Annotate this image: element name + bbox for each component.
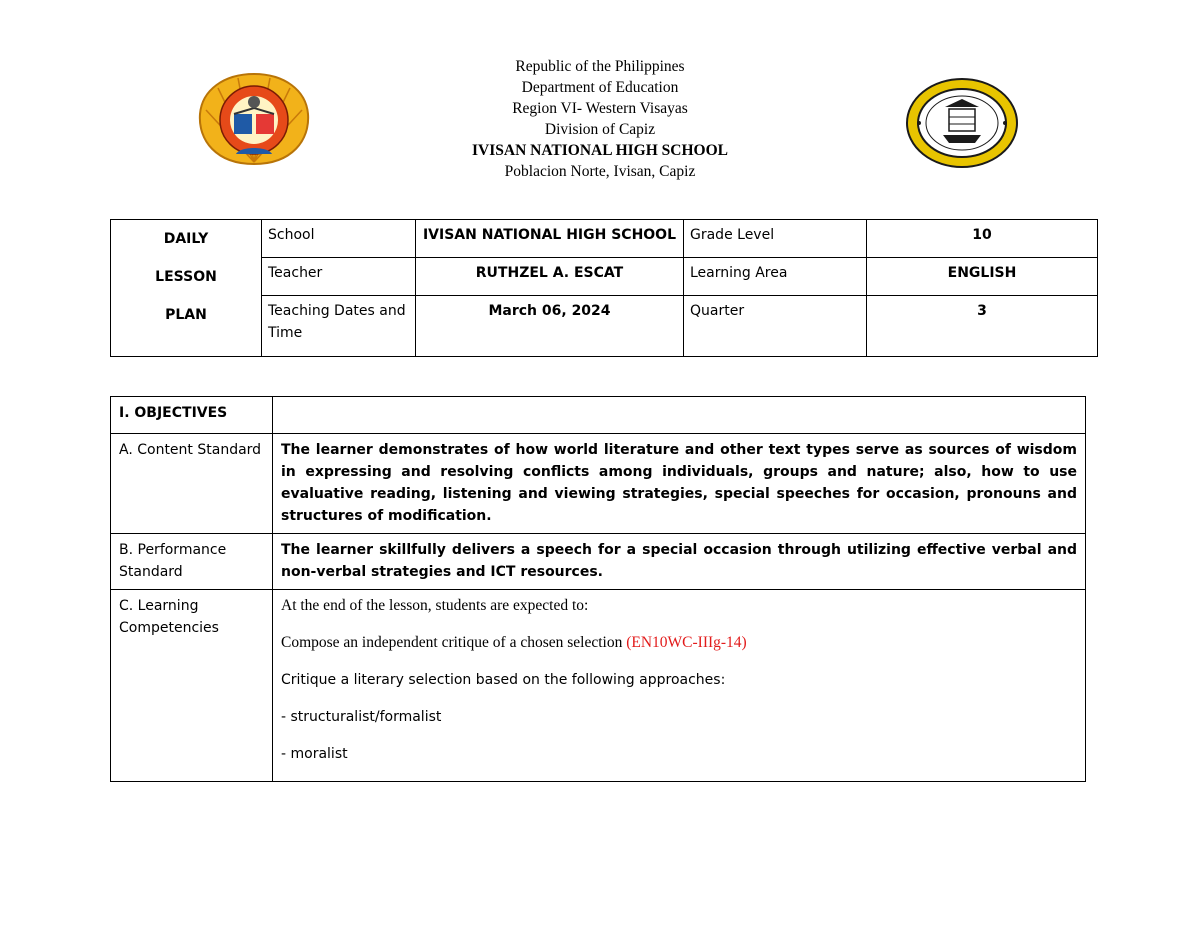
performance-standard-label: B. Performance Standard: [111, 534, 273, 590]
competency-compose: [281, 632, 1077, 654]
grade-level-label: Grade Level: [684, 220, 867, 258]
learning-area-label: Learning Area: [684, 258, 867, 296]
header-school-name: IVISAN NATIONAL HIGH SCHOOL: [472, 142, 728, 159]
grade-level-value: 10: [867, 220, 1098, 258]
header-republic: Republic of the Philippines: [515, 58, 685, 75]
approach-structuralist: - structuralist/formalist: [281, 709, 442, 725]
learning-area-value: ENGLISH: [867, 258, 1098, 296]
teaching-dates-value: March 06, 2024: [416, 296, 684, 357]
competency-critique: Critique a literary selection based on the following approaches:: [281, 672, 726, 688]
header-department: Department of Education: [521, 79, 679, 96]
header-region: Region VI- Western Visayas: [512, 100, 688, 117]
teaching-dates-label: Teaching Dates and Time: [262, 296, 416, 357]
learning-competencies-label: C. Learning Competencies: [111, 590, 273, 782]
school-value: IVISAN NATIONAL HIGH SCHOOL: [416, 220, 684, 258]
ivisan-national-high-school-seal-icon: [905, 77, 1019, 169]
competency-code: (EN10WC-IIIg-14): [626, 634, 747, 651]
school-label: School: [262, 220, 416, 258]
dlp-daily: DAILY: [163, 231, 209, 247]
deped-division-of-capiz-seal-icon: [196, 70, 312, 166]
objectives-empty-cell: [273, 397, 1086, 434]
quarter-label: Quarter: [684, 296, 867, 357]
objectives-title: I. OBJECTIVES: [111, 397, 273, 434]
objectives-table: [110, 396, 1086, 782]
competency-intro: At the end of the lesson, students are expected to:: [281, 597, 589, 614]
dlp-title-cell: [111, 220, 262, 357]
content-standard-label: A. Content Standard: [111, 434, 273, 534]
lesson-info-table: [110, 219, 1098, 357]
teacher-value: RUTHZEL A. ESCAT: [416, 258, 684, 296]
performance-standard-text: The learner skillfully delivers a speech for a special occasion through utilizing effective verbal and non-verbal strategies and ICT resources.: [273, 534, 1086, 590]
dlp-lesson: LESSON: [155, 269, 217, 285]
document-header: [400, 56, 800, 182]
learning-competencies-content: [273, 590, 1086, 782]
teacher-label: Teacher: [262, 258, 416, 296]
quarter-value: 3: [867, 296, 1098, 357]
header-address: Poblacion Norte, Ivisan, Capiz: [504, 163, 696, 180]
content-standard-text: The learner demonstrates of how world literature and other text types serve as sources of wisdom in expressing and resolving conflicts among individuals, groups and nature; also, how to use evaluative reading, listening and viewing strategies, special speeches for occasion, pronouns and structures of modification.: [273, 434, 1086, 534]
dlp-plan: PLAN: [165, 307, 207, 323]
approach-moralist: - moralist: [281, 746, 348, 762]
header-division: Division of Capiz: [544, 121, 656, 138]
competency-compose-text: Compose an independent critique of a chosen selection: [281, 634, 623, 651]
